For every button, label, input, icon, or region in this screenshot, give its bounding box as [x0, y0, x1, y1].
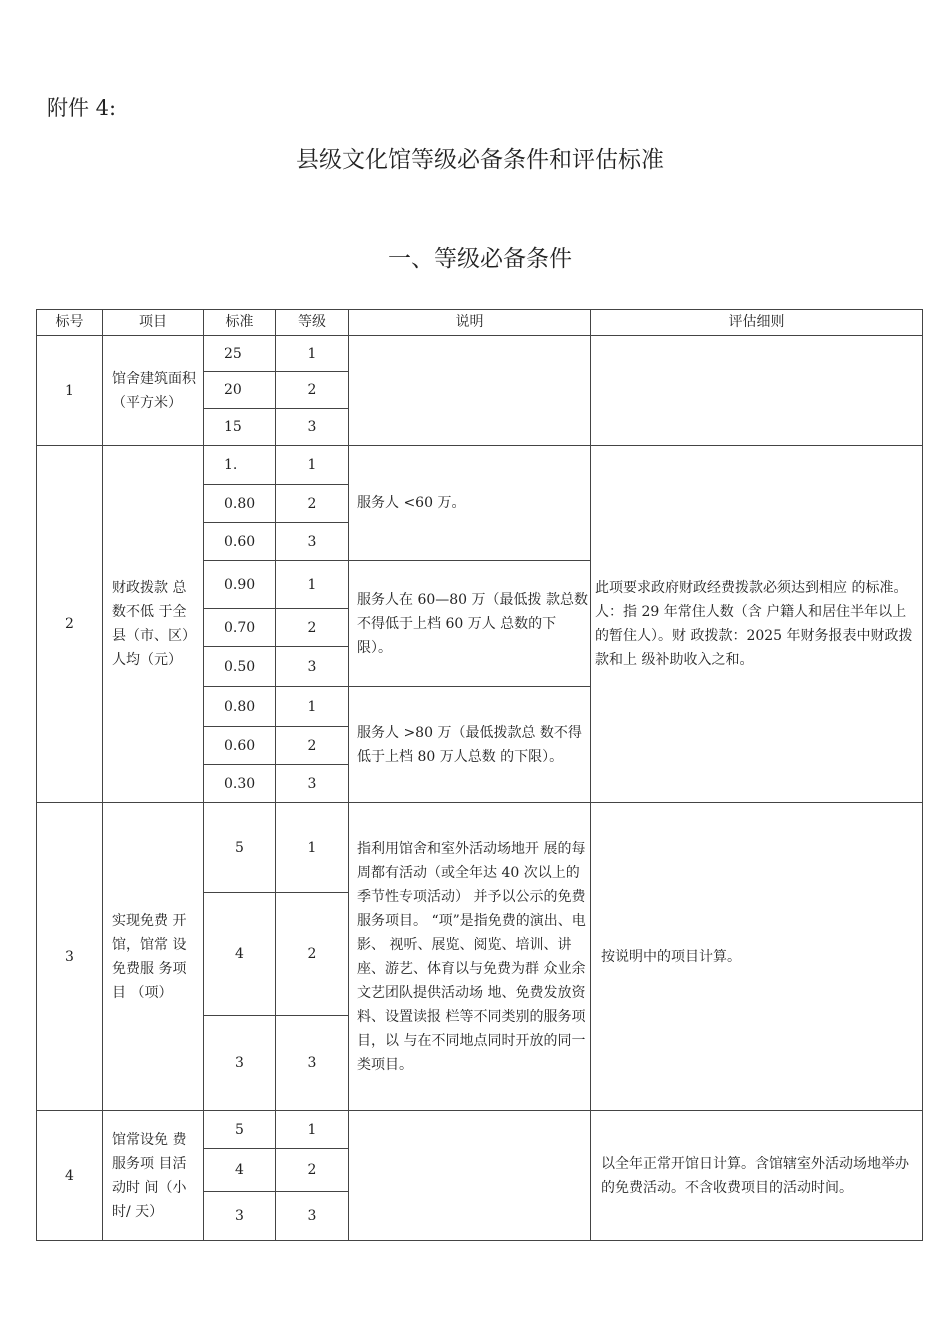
grade-cell: 1	[276, 561, 349, 609]
document-title: 县级文化馆等级必备条件和评估标准	[296, 147, 664, 173]
row-note: 服务人 <60 万。	[349, 446, 591, 561]
table-row	[37, 336, 923, 372]
header-grade: 等级	[276, 310, 349, 336]
grade-cell: 3	[276, 1016, 349, 1111]
grade-cell: 2	[276, 609, 349, 647]
grade-cell: 3	[276, 1192, 349, 1241]
standard-cell: 4	[204, 1149, 276, 1192]
grade-cell: 1	[276, 336, 349, 372]
standard-cell: 3	[204, 1016, 276, 1111]
grade-cell: 1	[276, 803, 349, 893]
header-standard: 标准	[204, 310, 276, 336]
criteria-table	[36, 309, 923, 1241]
row-note	[349, 1111, 591, 1241]
standard-cell: 0.70	[204, 609, 276, 647]
grade-cell: 3	[276, 647, 349, 687]
table-row	[37, 1111, 923, 1149]
grade-cell: 1	[276, 1111, 349, 1149]
header-id: 标号	[37, 310, 103, 336]
standard-cell: 0.80	[204, 485, 276, 523]
section-title: 一、等级必备条件	[388, 246, 572, 272]
header-note: 说明	[349, 310, 591, 336]
standard-cell: 25	[204, 336, 276, 372]
grade-cell: 2	[276, 1149, 349, 1192]
row-note: 服务人 >80 万（最低拨款总 数不得低于上档 80 万人总数 的下限）。	[349, 687, 591, 803]
standard-cell: 0.60	[204, 523, 276, 561]
row-note: 指利用馆舍和室外活动场地开 展的每周都有活动（或全年达 40 次以上的季节性专项活动） 并予以公示的免费服务项目。 “项”是指免费的演出、电影、 视听、展览、阅览、培训、讲 座、游艺、体育以与免费为群 众业余文艺团队提供活动场 地、免费发放资料、设置读报 栏等不同类别的服务项目，以 与在不同地点同时开放的同一 类项目。	[349, 803, 591, 1111]
row-item: 实现免费 开馆，馆常 设免费服 务项目 （项）	[103, 803, 204, 1111]
grade-cell: 3	[276, 409, 349, 446]
row-detail: 以全年正常开馆日计算。含馆辖室外活动场地举办的免费活动。不含收费项目的活动时间。	[591, 1111, 923, 1241]
grade-cell: 2	[276, 485, 349, 523]
attachment-label: 附件 4:	[47, 96, 117, 120]
row-note: 服务人在 60—80 万（最低拨 款总数不得低于上档 60 万人 总数的下限）。	[349, 561, 591, 687]
row-note	[349, 336, 591, 446]
grade-cell: 3	[276, 765, 349, 803]
grade-cell: 3	[276, 523, 349, 561]
header-row	[37, 310, 923, 336]
row-detail: 此项要求政府财政经费拨款必须达到相应 的标准。人：指 29 年常住人数（含 户籍人和居住半年以上的暂住人）。财 政拨款：2025 年财务报表中财政拨款和上 级补助收入之和。	[591, 446, 923, 803]
row-item: 馆常设免 费服务项 目活动时 间（小时/ 天）	[103, 1111, 204, 1241]
grade-cell: 2	[276, 727, 349, 765]
header-detail: 评估细则	[591, 310, 923, 336]
header-item: 项目	[103, 310, 204, 336]
row-detail: 按说明中的项目计算。	[591, 803, 923, 1111]
row-id: 2	[37, 446, 103, 803]
grade-cell: 1	[276, 687, 349, 727]
standard-cell: 15	[204, 409, 276, 446]
grade-cell: 1	[276, 446, 349, 485]
standard-cell: 1.	[204, 446, 276, 485]
standard-cell: 0.60	[204, 727, 276, 765]
standard-cell: 4	[204, 893, 276, 1016]
standard-cell: 0.50	[204, 647, 276, 687]
grade-cell: 2	[276, 893, 349, 1016]
table-row	[37, 446, 923, 485]
row-item: 馆舍建筑面积（平方米）	[103, 336, 204, 446]
row-item: 财政拨款 总数不低 于全县（市、区）人均（元）	[103, 446, 204, 803]
table-row	[37, 803, 923, 893]
standard-cell: 0.90	[204, 561, 276, 609]
standard-cell: 5	[204, 1111, 276, 1149]
row-detail	[591, 336, 923, 446]
grade-cell: 2	[276, 372, 349, 409]
standard-cell: 20	[204, 372, 276, 409]
standard-cell: 0.80	[204, 687, 276, 727]
standard-cell: 0.30	[204, 765, 276, 803]
row-id: 1	[37, 336, 103, 446]
standard-cell: 5	[204, 803, 276, 893]
row-id: 3	[37, 803, 103, 1111]
row-id: 4	[37, 1111, 103, 1241]
standard-cell: 3	[204, 1192, 276, 1241]
